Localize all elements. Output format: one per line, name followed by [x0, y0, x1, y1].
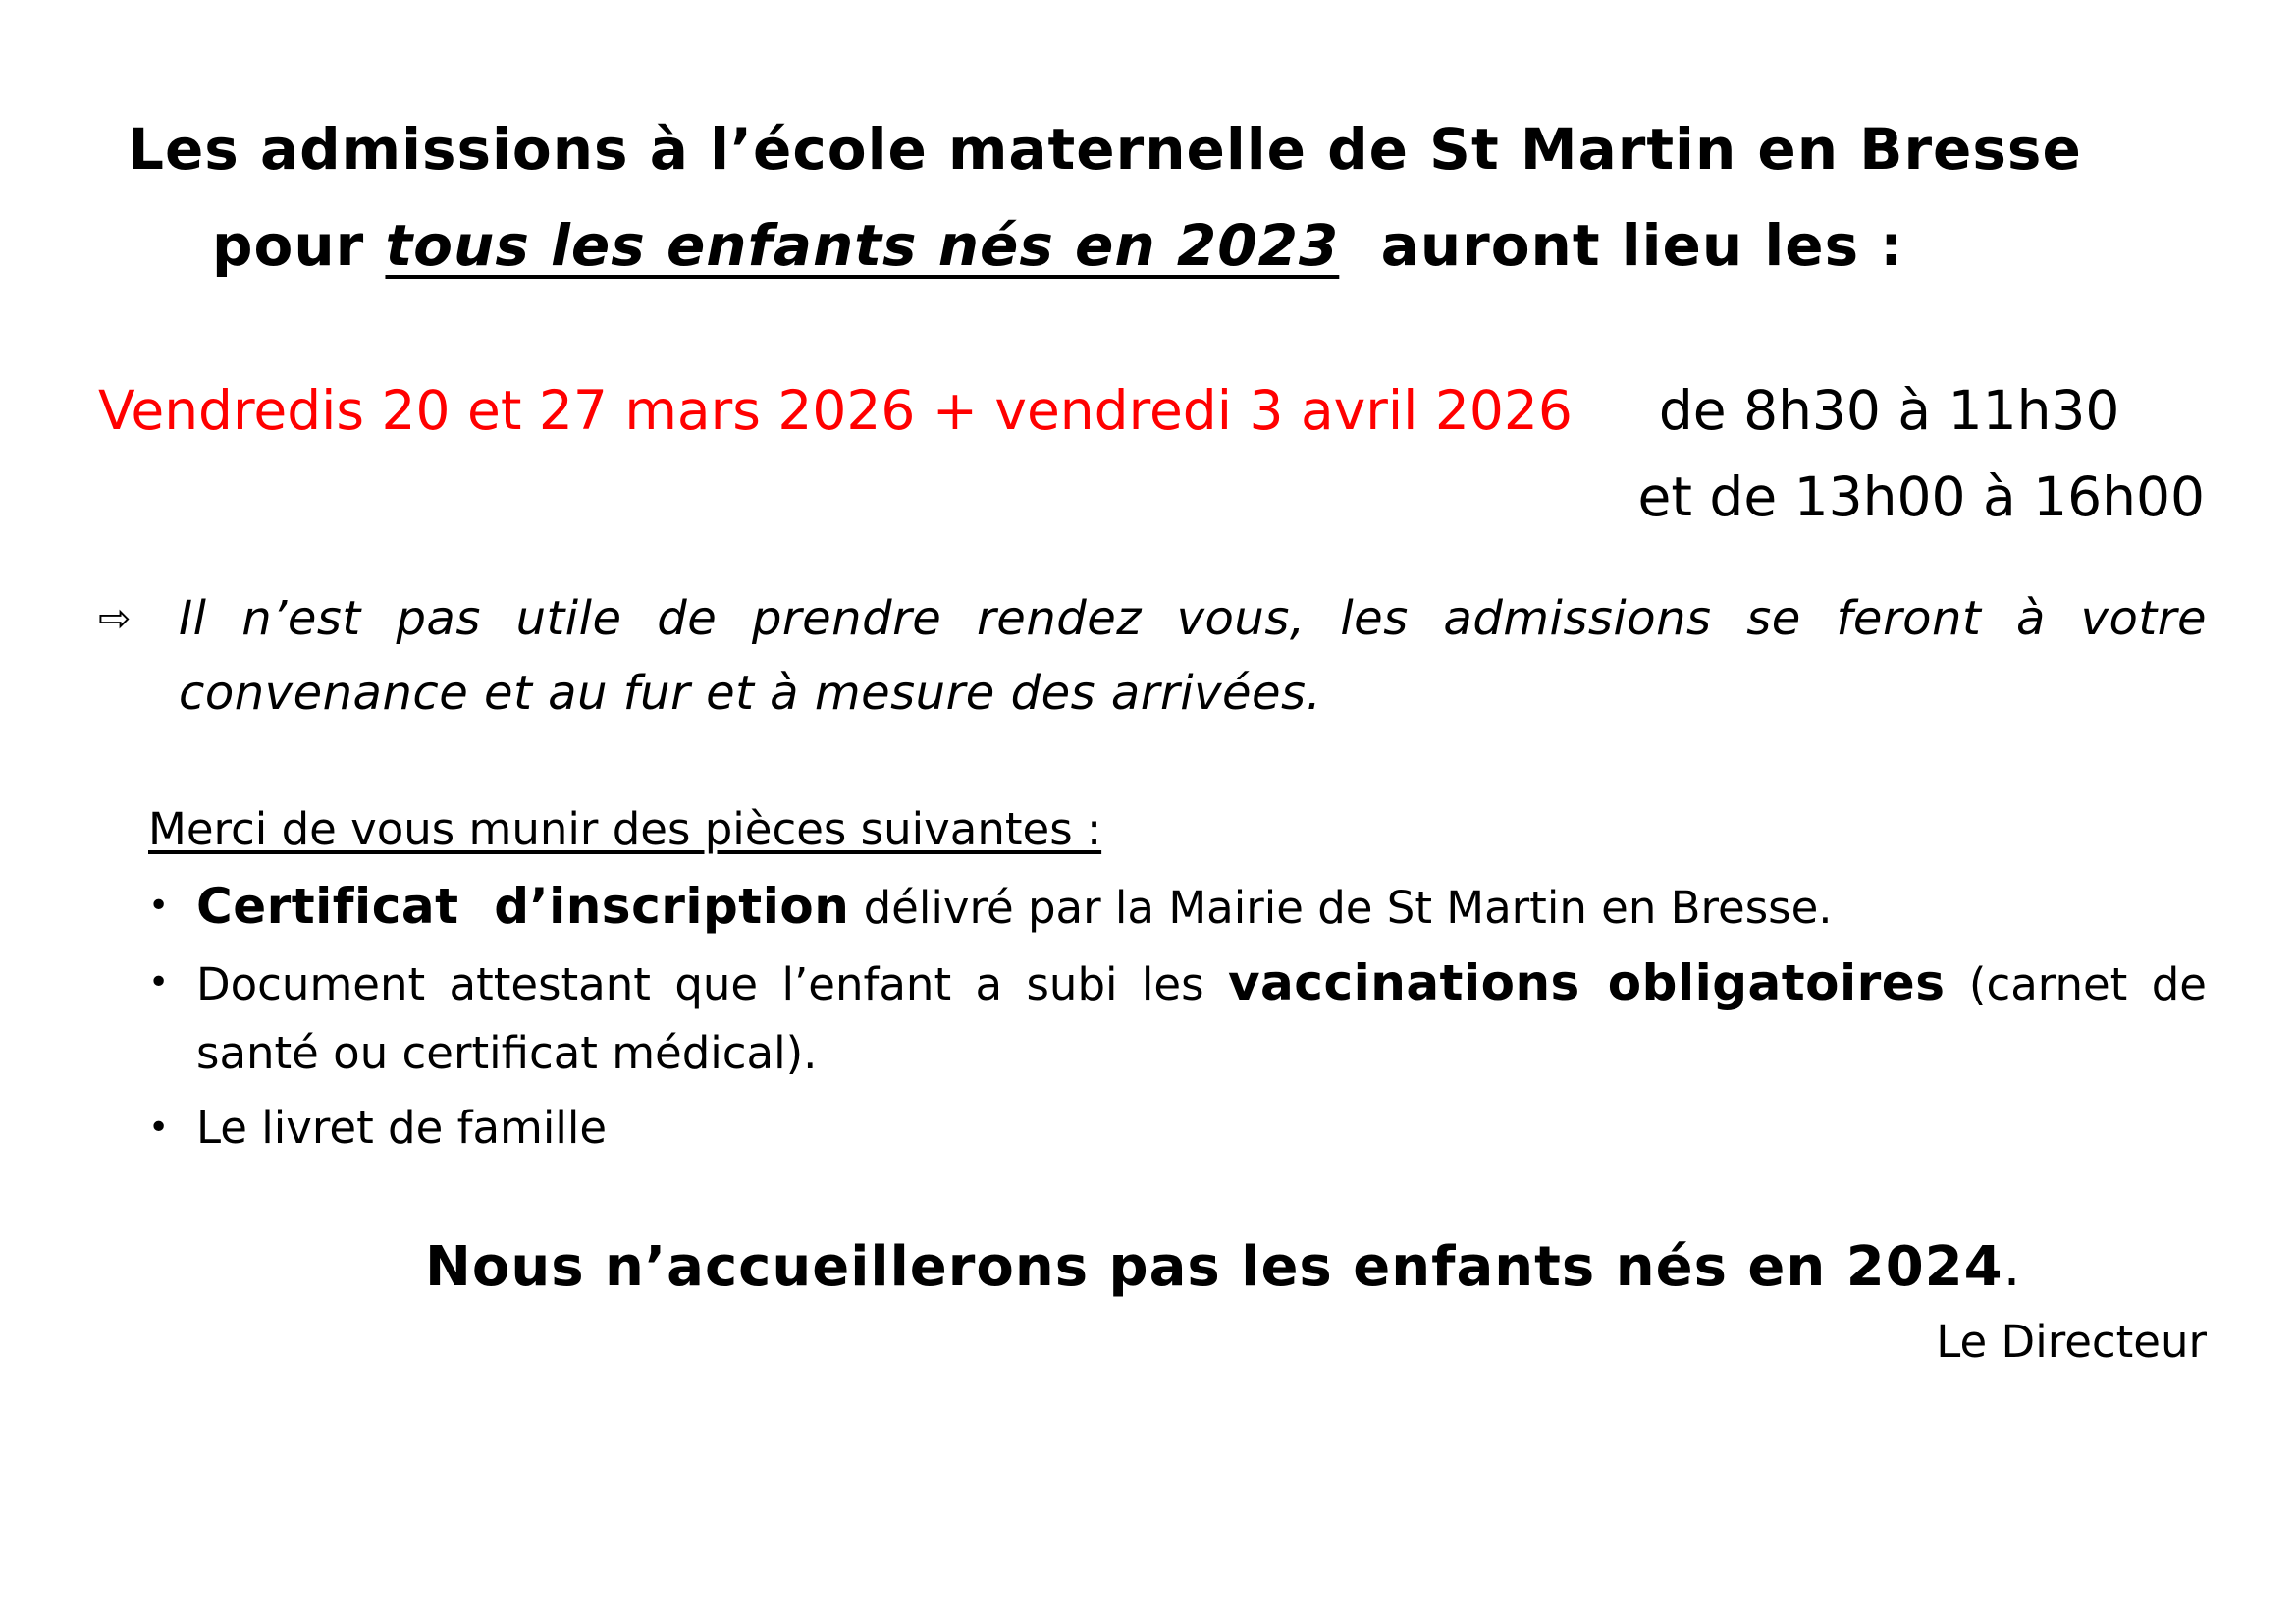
document-item-rest: délivré par la Mairie de St Martin en Bresse. [849, 882, 1833, 934]
documents-heading: Merci de vous munir des pièces suivantes : [148, 803, 1102, 855]
closing-statement [425, 1235, 2020, 1299]
title-emphasis-birth-year: tous les enfants nés en 2023 [385, 212, 1340, 279]
document-item-after: (carnet de santé ou certificat médical). [196, 958, 2207, 1079]
signature: Le Directeur [1936, 1316, 2207, 1368]
arrow-right-outline-icon: ⇨ [98, 596, 133, 641]
title-line-2-suffix: auront lieu les : [1339, 212, 1904, 279]
bullet-icon: • [148, 962, 170, 1002]
list-item [148, 1094, 2207, 1163]
document-item-bold: Certificat d’inscription [196, 878, 850, 935]
document-item-bold: vaccinations obligatoires [1227, 954, 1946, 1011]
document-item-text [196, 872, 2207, 943]
afternoon-hours: et de 13h00 à 16h00 [1637, 465, 2205, 528]
admission-dates: Vendredis 20 et 27 mars 2026 + vendredi 3 avril 2026 [98, 379, 1573, 442]
bullet-icon: • [148, 886, 170, 926]
title-line-1: Les admissions à l’école maternelle de St Martin en Bresse [128, 116, 2082, 183]
documents-list [148, 872, 2207, 1168]
bullet-icon: • [148, 1108, 170, 1148]
closing-text: Nous n’accueillerons pas les enfants nés en 2024 [425, 1235, 2003, 1299]
document-item-before: Document attestant que l’enfant a subi les [196, 958, 1228, 1010]
title-line-2 [212, 212, 1903, 279]
note-text: Il n’est pas utile de prendre rendez vous, les admissions se feront à votre convenance et au fur et à mesure des arrivées. [179, 591, 2207, 721]
document-item-text [196, 948, 2207, 1088]
closing-period: . [2002, 1235, 2021, 1299]
list-item [148, 872, 2207, 943]
no-appointment-note [98, 581, 2207, 731]
admission-dates-line [98, 379, 2119, 442]
morning-hours: de 8h30 à 11h30 [1658, 379, 2120, 442]
document-item-text: Le livret de famille [196, 1102, 608, 1154]
list-item [148, 948, 2207, 1088]
title-line-2-prefix: pour [212, 212, 386, 279]
